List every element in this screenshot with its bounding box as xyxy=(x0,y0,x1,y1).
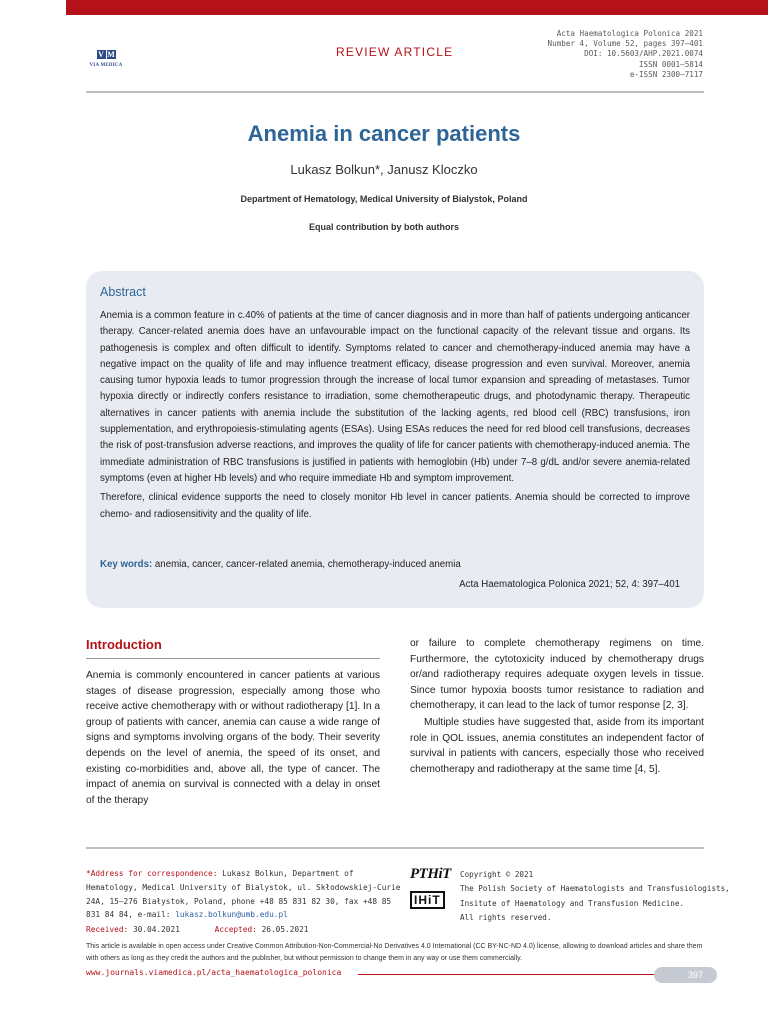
license-statement: This article is available in open access under Creative Common Attribution-Non-Commercial-No Derivatives 4.0 International (CC BY-NC-ND 4.0) license, allowing to download articles and share them with others as long as they credit the authors and the publisher, but without permission to change them in any way or use them commercially. xyxy=(86,943,703,962)
journal-info xyxy=(548,29,703,80)
introduction-rule xyxy=(86,658,380,659)
accepted-label: Accepted: xyxy=(214,925,257,934)
keywords-label: Key words: xyxy=(100,559,153,570)
copyright-line: Copyright © 2021 xyxy=(460,870,534,879)
journal-url-link[interactable]: www.journals.viamedica.pl/acta_haematologica_polonica xyxy=(86,968,342,977)
abstract-paragraph: Therefore, clinical evidence supports the need to closely monitor Hb level in cancer patients. Anemia should be corrected to improve chemo- and radiosensitivity and the quality of life. xyxy=(100,492,690,520)
equal-contribution-note: Equal contribution by both authors xyxy=(309,222,459,232)
copyright-line: The Polish Society of Haematologists and Transfusiologists, xyxy=(460,884,730,894)
publisher-logo[interactable] xyxy=(86,44,126,68)
page-number: 397 xyxy=(654,967,717,983)
correspondence-address xyxy=(86,867,401,922)
header-divider xyxy=(86,91,704,93)
submission-dates xyxy=(86,925,309,934)
body-paragraph: Multiple studies have suggested that, aside from its important role in QOL issues, anemia constitutes an independent factor of survival in patients with cancers, especially those who received chemotherapy and radiotherapy at the same time [4, 5]. xyxy=(410,716,704,775)
journal-doi[interactable]: DOI: 10.5603/AHP.2021.0074 xyxy=(584,49,703,59)
accepted-date: 26.05.2021 xyxy=(261,925,309,934)
correspondence-text: Lukasz Bolkun, Department of Hematology, Medical University of Bialystok, ul. Skłodowskiej-Curie 24A, 15–276 Białystok, Poland, phone +48 85 831 82 30, fax +48 85 831 84 84, e-mail: xyxy=(86,869,401,920)
abstract-heading: Abstract xyxy=(100,285,146,299)
footer-divider xyxy=(86,847,704,849)
correspondence-label: *Address for correspondence: xyxy=(86,869,218,878)
iht-logo: IHiT xyxy=(410,891,445,909)
ptht-logo: PTHiT xyxy=(410,866,451,882)
journal-line: Acta Haematologica Polonica 2021 xyxy=(556,29,703,38)
received-label: Received: xyxy=(86,925,129,934)
journal-line: ISSN 0001–5814 xyxy=(638,59,703,69)
body-column-left xyxy=(86,668,380,808)
copyright-notice xyxy=(460,868,730,926)
correspondence-email-link[interactable]: lukasz.bolkun@umb.edu.pl xyxy=(175,910,288,920)
abstract-body xyxy=(100,308,690,523)
article-citation: Acta Haematologica Polonica 2021; 52, 4: 397–401 xyxy=(459,579,680,590)
article-authors: Lukasz Bolkun*, Janusz Kloczko xyxy=(290,162,478,177)
introduction-heading: Introduction xyxy=(86,637,162,652)
publisher-logo-icon: V M xyxy=(98,50,115,59)
author-affiliation: Department of Hematology, Medical University of Bialystok, Poland xyxy=(240,194,528,204)
journal-line: Number 4, Volume 52, pages 397–401 xyxy=(547,39,703,49)
journal-line: e-ISSN 2300–7117 xyxy=(629,69,703,79)
abstract-paragraph: Anemia is a common feature in c.40% of patients at the time of cancer diagnosis and in more than half of patients undergoing anticancer therapy. Cancer-related anemia does have an unfavourable impact on the functional capacity of the relevant tissue and organs. Its pathogenesis is complex and often difficult to identify. Symptoms related to cancer and chemotherapy-induced anemia may have a negative impact on the quality of life and may influence treatment efficacy, disease progression and even survival. Moreover, anemia causing tumor hypoxia leads to tumor progression through the increase of local tumor expansion and spreading of metastases. Tumor hypoxia directly or indirectly confers resistance to irradiation, some chemotherapeutic drugs, and photodynamic therapy. Therapeutic alternatives in cancer patients with anemia include the substitution of the lacking agents, red blood cell (RBC) transfusions, iron supplementation, and erythropoiesis-stimulating agents (ESAs). Using ESAs reduces the need for red blood cell transfusions, decreases the risk of post-transfusion adverse reactions, and improves the quality of life for cancer patients with chemotherapy-induced anemia. The immediate administration of RBC transfusions is justified in patients with hemoglobin (Hb) under 7–8 g/dL and/or severe anemia-related symptoms (even at higher Hb levels) and who require immediate Hb and symptom improvement. xyxy=(100,310,690,484)
footer-rule xyxy=(358,974,678,975)
received-date: 30.04.2021 xyxy=(132,925,180,934)
society-logos xyxy=(410,866,450,909)
body-paragraph: or failure to complete chemotherapy regimens on time. Furthermore, the cytotoxicity induced by chemotherapy drugs or/and radiotherapy requires adequate oxygen levels in tissue. Since tumor hypoxia boosts tumor resistance to radiation and chemotherapy, it can lead to the lack of tumor response [2, 3]. xyxy=(410,638,704,712)
body-paragraph: Anemia is commonly encountered in cancer patients at various stages of disease progression, especially among those who receive active chemotherapy with or without radiotherapy [1]. In a group of patients with cancer, anemia can cause a wide range of signs and symptoms involving organs of the body. Their severity depends on the level of anemia, the speed of its onset, and existing co-morbidities and, above all, the type of cancer. The impact of anemia on survival is connected with a delay in onset of the therapy xyxy=(86,670,380,806)
copyright-line: Insitute of Haematology and Transfusion Medicine. xyxy=(460,898,685,908)
copyright-line: All rights reserved. xyxy=(460,913,552,923)
keywords-list: anemia, cancer, cancer-related anemia, chemotherapy-induced anemia xyxy=(154,559,461,570)
top-bar-gap xyxy=(0,0,66,15)
top-accent-bar xyxy=(0,0,768,15)
body-column-right xyxy=(410,636,704,777)
article-title: Anemia in cancer patients xyxy=(247,121,521,146)
article-type-label: REVIEW ARTICLE xyxy=(336,45,454,59)
publisher-name: VIA MEDICA xyxy=(89,63,123,68)
keywords xyxy=(100,559,690,570)
